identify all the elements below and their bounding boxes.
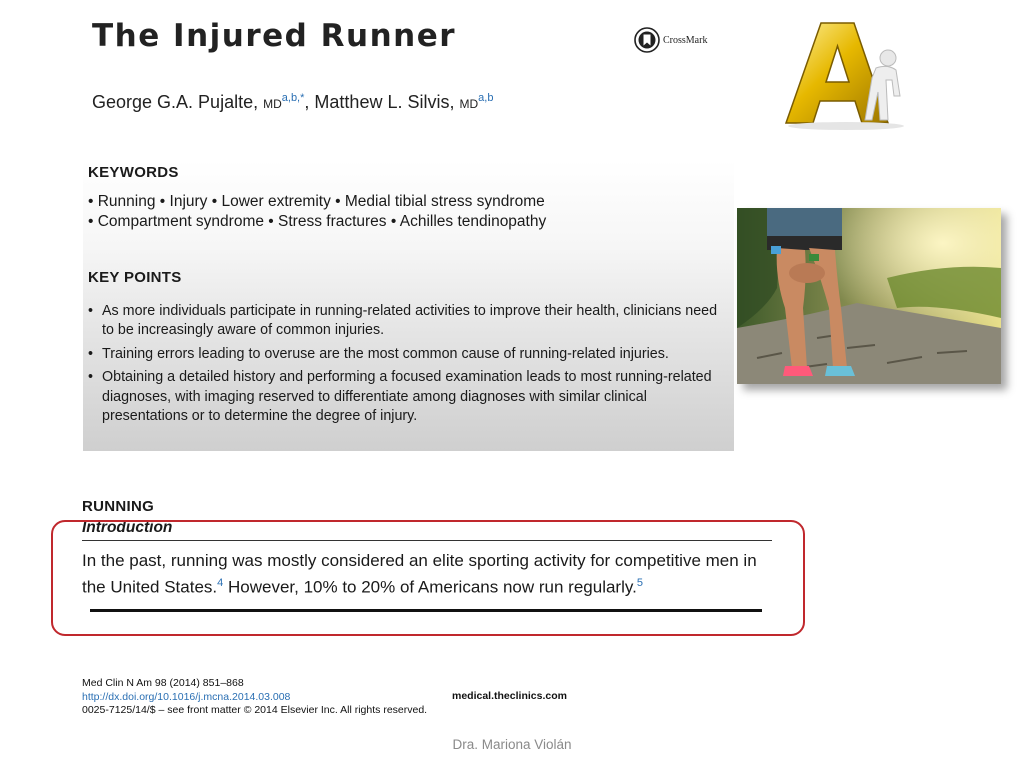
running-heading: RUNNING	[82, 498, 155, 515]
keywords-line: • Compartment syndrome • Stress fractures • Achilles tendinopathy	[88, 213, 547, 230]
intro-sentence: In the past, running was mostly considered an elite sporting activity for competitive men in the United States.	[82, 551, 757, 597]
keywords-heading: KEYWORDS	[88, 164, 179, 181]
key-points-list	[88, 302, 718, 430]
author-name: Matthew L. Silvis,	[314, 92, 460, 112]
author-affiliation[interactable]: a,b	[478, 92, 494, 104]
key-point-item: • Obtaining a detailed history and performing a focused examination leads to most running-related diagnoses, with imaging reserved to differentiate among diagnoses with similar clinical presentations or to determine the degree of injury.	[88, 368, 718, 426]
crossmark-icon	[634, 27, 660, 53]
author-separator: ,	[304, 92, 315, 112]
copyright-line: 0025-7125/14/$ – see front matter © 2014 Elsevier Inc. All rights reserved.	[82, 704, 428, 716]
author-affiliation[interactable]: a,b,*	[281, 92, 305, 104]
crossmark-badge[interactable]	[634, 27, 707, 53]
reference-link[interactable]: 4	[217, 577, 224, 589]
article-title: The Injured Runner	[92, 18, 457, 54]
journal-reference: Med Clin N Am 98 (2014) 851–868	[82, 677, 244, 689]
author-degree: MD	[459, 97, 479, 111]
intro-sentence: However, 10% to 20% of Americans now run regularly.	[223, 577, 637, 597]
author-degree: MD	[263, 97, 282, 111]
runner-knee-pain-photo	[737, 208, 1001, 384]
author-line	[92, 92, 493, 113]
journal-website-link[interactable]: medical.theclinics.com	[452, 690, 567, 702]
citation-block	[82, 677, 427, 718]
key-point-item: • Training errors leading to overuse are the most common cause of running-related injuries.	[88, 345, 718, 364]
key-points-heading: KEY POINTS	[88, 269, 182, 286]
keywords-line: • Running • Injury • Lower extremity • Medial tibial stress syndrome	[88, 193, 545, 210]
gold-letter-a-figure-icon	[776, 18, 916, 133]
reference-link[interactable]: 5	[636, 577, 643, 589]
doi-link[interactable]: http://dx.doi.org/10.1016/j.mcna.2014.03.008	[82, 690, 291, 703]
introduction-subheading: Introduction	[82, 519, 173, 536]
author-name: George G.A. Pujalte,	[92, 92, 264, 112]
presenter-footer: Dra. Mariona Violán	[452, 737, 572, 752]
key-point-item: • As more individuals participate in running-related activities to improve their health, clinicians need to be increasingly aware of common injuries.	[88, 302, 718, 341]
crossmark-label: CrossMark	[663, 34, 708, 46]
highlight-box	[51, 520, 805, 636]
